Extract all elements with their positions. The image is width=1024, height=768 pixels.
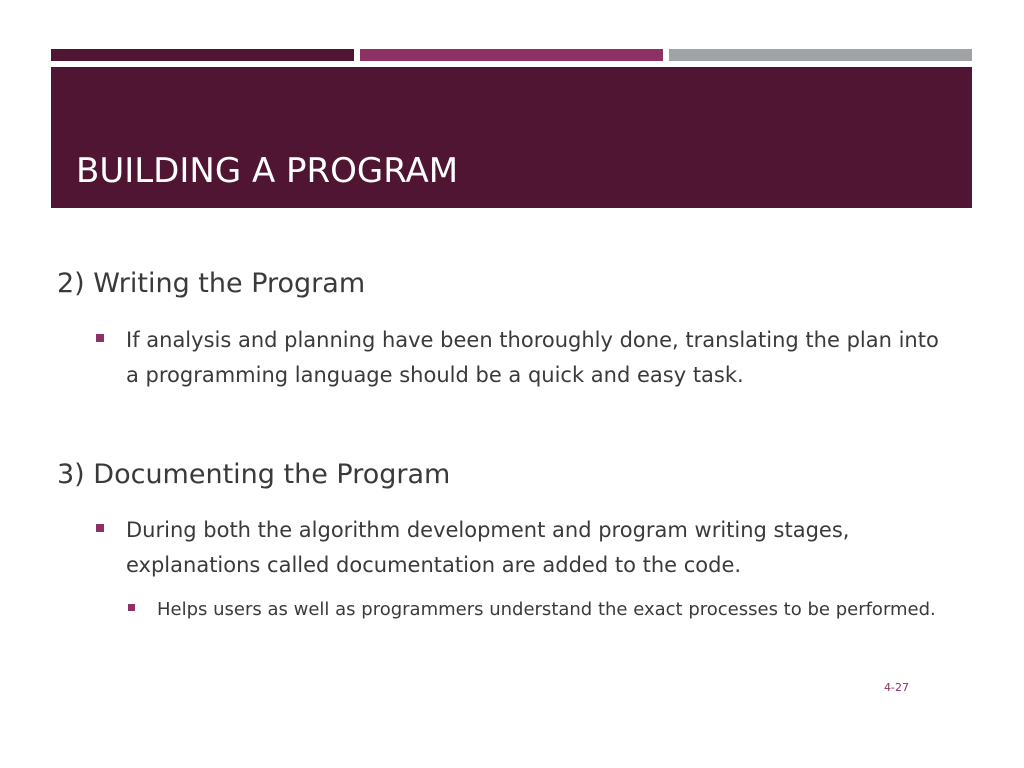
sub-bullet-text: Helps users as well as programmers understand the exact processes to be performed. [157, 599, 936, 620]
page-number: 4-27 [884, 681, 909, 694]
sub-bullet-item-helps [128, 595, 938, 625]
square-bullet-icon [128, 604, 135, 611]
accent-bar-gray [669, 49, 972, 61]
bullet-text: If analysis and planning have been thoroughly done, translating the plan into a programming language should be a quick and easy task. [126, 328, 939, 387]
square-bullet-icon [96, 334, 104, 342]
bullet-text: During both the algorithm development and program writing stages, explanations called documentation are added to the code. [126, 518, 850, 577]
bullet-item-documenting [96, 513, 946, 583]
slide-title: BUILDING A PROGRAM [76, 151, 459, 191]
bullet-item-writing [96, 323, 946, 393]
title-banner [51, 67, 972, 208]
section-heading-writing: 2) Writing the Program [57, 268, 366, 299]
accent-bar-dark [51, 49, 354, 61]
section-heading-documenting: 3) Documenting the Program [57, 459, 451, 490]
accent-bar-magenta [360, 49, 663, 61]
square-bullet-icon [96, 524, 104, 532]
